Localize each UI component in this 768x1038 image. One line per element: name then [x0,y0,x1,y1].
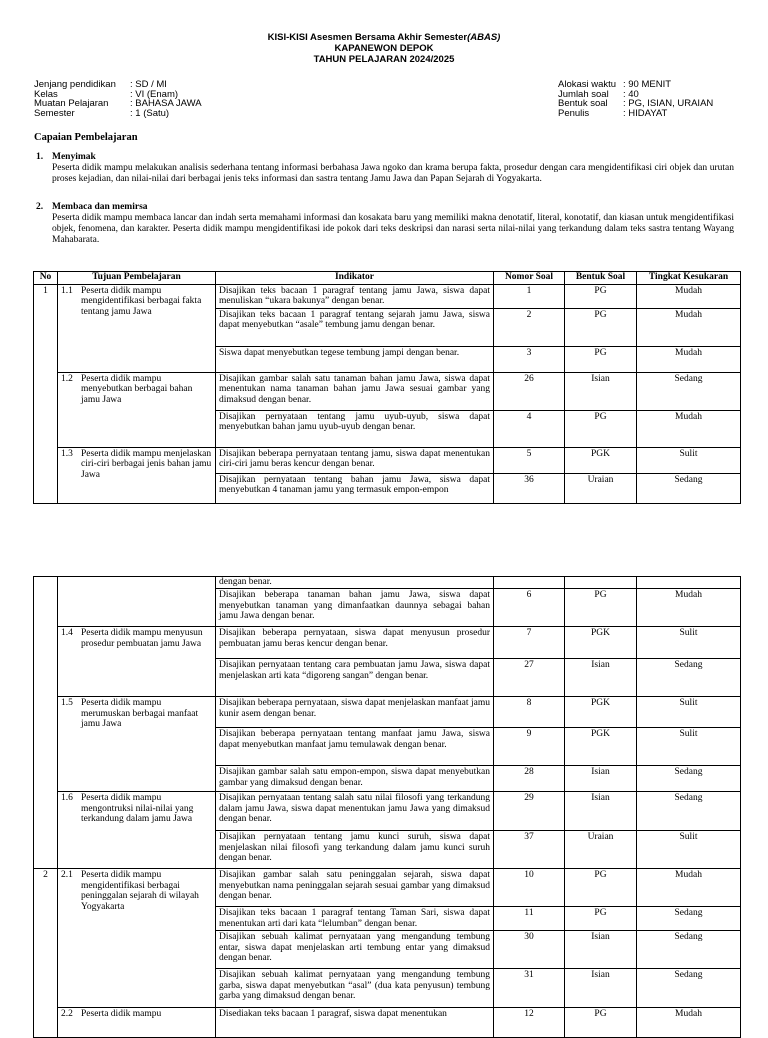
cell-no: 2 [34,869,58,1038]
cell-nomor: 3 [494,347,565,373]
cell-indikator: Disajikan gambar salah satu peninggalan sejarah, siswa dapat menyebutkan nama peninggalan sejarah sesuai gambar yang dimaksud dengan benar. [216,869,494,907]
cell-nomor: 1 [494,285,565,309]
cell-bentuk: Isian [565,659,637,697]
kisi-table-page-1 [33,271,741,504]
table-row [34,792,741,831]
meta-left [34,80,202,118]
cell-tingkat: Sulit [637,697,741,728]
tp-number: 2.1 [61,870,73,881]
cell-indikator: Disajikan teks bacaan 1 paragraf tentang Taman Sari, siswa dapat menentukan arti dari kata “lelumban” dengan benar. [216,907,494,931]
cell-nomor: 7 [494,627,565,659]
cell-indikator: dengan benar. [216,577,494,589]
cell-indikator: Disajikan sebuah kalimat pernyataan yang mengandung tembung entar, siswa dapat menjelaskan arti tembung entar yang dimaksud dengan benar. [216,931,494,969]
meta-row [558,109,713,119]
meta-label: Semester [34,107,75,119]
meta-label: Muatan Pelajaran [34,98,109,110]
cell-tujuan [58,792,216,869]
cell-indikator: Disajikan pernyataan tentang salah satu nilai filosofi yang terkandung dalam jamu Jawa, siswa dapat menentukan jamu Jawa yang dimaksud dengan benar. [216,792,494,831]
cell-tujuan [58,448,216,504]
cell-bentuk: PGK [565,728,637,766]
meta-value: : SD / MI [130,79,167,90]
header-tujuan: Tujuan Pembelajaran [58,272,216,285]
tp-text: Peserta didik mampu mengidentifikasi berbagai peninggalan sejarah di wilayah Yogyakarta [81,870,199,912]
cell-indikator: Disajikan teks bacaan 1 paragraf tentang jamu Jawa, siswa dapat menuliskan “ukara bakunya” dengan benar. [216,285,494,309]
cell-bentuk: Isian [565,766,637,792]
meta-value: : BAHASA JAWA [130,98,202,110]
header-tingkat: Tingkat Kesukaran [637,272,741,285]
tp-number: 1.4 [61,628,73,639]
cell-nomor: 8 [494,697,565,728]
cell-tingkat: Sedang [637,931,741,969]
meta-label: Jenjang pendidikan [34,79,116,90]
cell-bentuk [565,577,637,589]
cell-bentuk: Uraian [565,474,637,504]
tp-text: Peserta didik mampu menjelaskan ciri-ciri berbagai jenis bahan jamu Jawa [81,449,212,480]
capaian-title: Capaian Pembelajaran [34,132,138,143]
cell-tingkat: Sulit [637,448,741,474]
cell-tingkat: Mudah [637,309,741,347]
cell-tingkat: Mudah [637,347,741,373]
meta-value: : PG, ISIAN, URAIAN [623,98,714,110]
tp-text: Peserta didik mampu [81,1009,162,1020]
cell-nomor: 10 [494,869,565,907]
cell-tingkat: Mudah [637,589,741,627]
capaian-item-desc: Peserta didik mampu membaca lancar dan indah serta memahami informasi dan kosakata baru yang memiliki makna denotatif, literal, konotatif, dan kiasan untuk mengidentifikasi objek, fenomena, dan karakter. Peserta didik mampu mengidentifikasi ide pokok dari teks deskripsi dan narasi serta nilai-nilai yang terkandung dalam teks sastra tentang Wayang Mahabarata. [52,213,734,245]
kisi-table-page-2 [33,576,741,1038]
cell-tujuan [58,697,216,792]
page-gap [0,560,768,575]
header-indikator: Indikator [216,272,494,285]
cell-indikator: Disajikan pernyataan tentang cara pembuatan jamu Jawa, siswa dapat menjelaskan arti kata “digoreng sangan” dengan benar. [216,659,494,697]
cell-bentuk: PGK [565,627,637,659]
cell-tingkat: Sedang [637,907,741,931]
document-subtitle-kapanewon: KAPANEWON DEPOK [334,43,434,54]
cell-nomor [494,577,565,589]
cell-indikator: Disajikan beberapa tanaman bahan jamu Jawa, siswa dapat menyebutkan tanaman yang dimanfaatkan daunnya sebagai bahan jamu Jawa dengan benar. [216,589,494,627]
meta-row [34,109,202,119]
cell-bentuk: PG [565,589,637,627]
cell-tujuan [58,285,216,373]
cell-nomor: 12 [494,1008,565,1038]
cell-bentuk: PG [565,309,637,347]
cell-nomor: 9 [494,728,565,766]
cell-nomor: 36 [494,474,565,504]
cell-bentuk: PG [565,1008,637,1038]
cell-nomor: 5 [494,448,565,474]
meta-label: Alokasi waktu [558,79,617,90]
cell-tingkat [637,577,741,589]
cell-tujuan [58,627,216,697]
cell-indikator: Disajikan teks bacaan 1 paragraf tentang sejarah jamu Jawa, siswa dapat menyebutkan “asale” tembung jamu dengan benar. [216,309,494,347]
cell-bentuk: PGK [565,697,637,728]
tp-text: Peserta didik mampu menyusun prosedur pembuatan jamu Jawa [81,628,203,649]
cell-indikator: Disajikan pernyataan tentang jamu uyub-uyub, siswa dapat menyebutkan bahan jamu uyub-uyub dengan benar. [216,411,494,448]
cell-tingkat: Sedang [637,969,741,1008]
meta-label: Bentuk soal [558,98,608,110]
document-title: KISI-KISI Asesmen Bersama Akhir Semester(ABAS) [267,32,501,43]
capaian-item-desc: Peserta didik mampu melakukan analisis sederhana tentang informasi berbahasa Jawa ngoko dan krama berupa fakta, prosedur dengan cara mengidentifikasi ciri objek dan urutan proses kejadian, dan nilai-nilai dari berbagai jenis teks informasi dan sastra tentang Jamu Jawa dan Papan Sejarah di Yogyakarta. [52,163,734,184]
header-no: No [34,272,58,285]
table-row [34,577,741,589]
cell-tingkat: Sedang [637,474,741,504]
meta-right [558,80,713,118]
cell-tingkat: Sedang [637,792,741,831]
cell-bentuk: Isian [565,931,637,969]
capaian-item-title: Menyimak [52,152,96,162]
capaian-item-number: 1. [36,152,44,162]
table-row [34,697,741,728]
cell-nomor: 27 [494,659,565,697]
cell-bentuk: Isian [565,373,637,411]
cell-tingkat: Mudah [637,1008,741,1038]
meta-value: : VI (Enam) [130,88,179,100]
cell-indikator: Disajikan gambar salah satu empon-empon, siswa dapat menyebutkan gambar yang dimaksud dengan benar. [216,766,494,792]
cell-tujuan [58,577,216,627]
tp-number: 1.6 [61,793,73,804]
tp-number: 1.3 [61,449,73,459]
document-page-2 [0,575,768,1024]
cell-no [34,577,58,869]
tp-number: 2.2 [61,1009,73,1020]
cell-bentuk: PG [565,347,637,373]
meta-value: : 40 [623,88,639,100]
tp-text: Peserta didik mampu mengidentifikasi berbagai fakta tentang jamu Jawa [81,286,202,317]
table-row [34,1008,741,1038]
cell-bentuk: PG [565,411,637,448]
table-row [34,285,741,309]
cell-indikator: Disajikan beberapa pernyataan tentang jamu, siswa dapat menentukan ciri-ciri jamu beras kencur dengan benar. [216,448,494,474]
cell-nomor: 29 [494,792,565,831]
cell-nomor: 4 [494,411,565,448]
document-subtitle-year: TAHUN PELAJARAN 2024/2025 [313,54,455,65]
cell-tujuan [58,869,216,1008]
cell-tingkat: Sulit [637,831,741,869]
tp-number: 1.1 [61,286,73,296]
cell-indikator: Disajikan beberapa pernyataan tentang manfaat jamu Jawa, siswa dapat menyebutkan manfaat jamu temulawak dengan benar. [216,728,494,766]
cell-nomor: 31 [494,969,565,1008]
cell-indikator: Disajikan pernyataan tentang jamu kunci suruh, siswa dapat menjelaskan nilai filosofi yang terkandung dalam jamu kunci suruh dengan benar. [216,831,494,869]
cell-indikator: Siswa dapat menyebutkan tegese tembung jampi dengan benar. [216,347,494,373]
cell-bentuk: Isian [565,969,637,1008]
tp-number: 1.5 [61,698,73,709]
tp-text: Peserta didik mampu merumuskan berbagai manfaat jamu Jawa [81,698,199,730]
tp-number: 1.2 [61,374,73,384]
cell-nomor: 28 [494,766,565,792]
cell-tingkat: Sedang [637,659,741,697]
capaian-item-title: Membaca dan memirsa [52,202,148,212]
cell-nomor: 2 [494,309,565,347]
cell-bentuk: PG [565,869,637,907]
cell-tingkat: Sedang [637,766,741,792]
cell-tingkat: Mudah [637,411,741,448]
header-bentuk-soal: Bentuk Soal [565,272,637,285]
cell-nomor: 37 [494,831,565,869]
cell-bentuk: PGK [565,448,637,474]
table-row [34,627,741,659]
cell-tingkat: Sulit [637,627,741,659]
cell-bentuk: Isian [565,792,637,831]
meta-value: : 1 (Satu) [130,107,170,119]
cell-nomor: 30 [494,931,565,969]
cell-bentuk: PG [565,907,637,931]
capaian-item-number: 2. [36,202,44,212]
cell-indikator: Disajikan beberapa pernyataan, siswa dapat menjelaskan manfaat jamu kunir asem dengan benar. [216,697,494,728]
table-row [34,869,741,907]
cell-indikator: Disajikan gambar salah satu tanaman bahan jamu Jawa, siswa dapat menentukan nama tanaman bahan jamu Jawa sesuai gambar yang dimaksud dengan benar. [216,373,494,411]
table-header-row [34,272,741,285]
cell-nomor: 26 [494,373,565,411]
table-row [34,373,741,411]
tp-text: Peserta didik mampu menyebutkan berbagai bahan jamu Jawa [81,374,193,405]
cell-bentuk: Uraian [565,831,637,869]
cell-nomor: 6 [494,589,565,627]
meta-label: Kelas [34,88,58,100]
table-row [34,448,741,474]
cell-tujuan [58,373,216,448]
tp-text: Peserta didik mampu mengontruksi nilai-nilai yang terkandung dalam jamu Jawa [81,793,194,825]
cell-tujuan [58,1008,216,1038]
meta-value: : HIDAYAT [623,107,668,119]
cell-bentuk: PG [565,285,637,309]
cell-tingkat: Mudah [637,285,741,309]
meta-label: Penulis [558,107,590,119]
cell-tingkat: Sulit [637,728,741,766]
meta-value: : 90 MENIT [623,79,672,90]
cell-no: 1 [34,285,58,504]
cell-indikator: Disediakan teks bacaan 1 paragraf, siswa dapat menentukan [216,1008,494,1038]
header-nomor-soal: Nomor Soal [494,272,565,285]
cell-indikator: Disajikan beberapa pernyataan, siswa dapat menyusun prosedur pembuatan jamu beras kencur dengan benar. [216,627,494,659]
cell-nomor: 11 [494,907,565,931]
cell-indikator: Disajikan sebuah kalimat pernyataan yang mengandung tembung garba, siswa dapat menyebutkan “asal” (dua kata penyusun) tembung garba yang dimaksud dengan benar. [216,969,494,1008]
cell-tingkat: Sedang [637,373,741,411]
meta-label: Jumlah soal [558,88,609,100]
cell-tingkat: Mudah [637,869,741,907]
cell-indikator: Disajikan pernyataan tentang bahan jamu Jawa, siswa dapat menyebutkan 4 tanaman jamu yang termasuk empon-empon [216,474,494,504]
